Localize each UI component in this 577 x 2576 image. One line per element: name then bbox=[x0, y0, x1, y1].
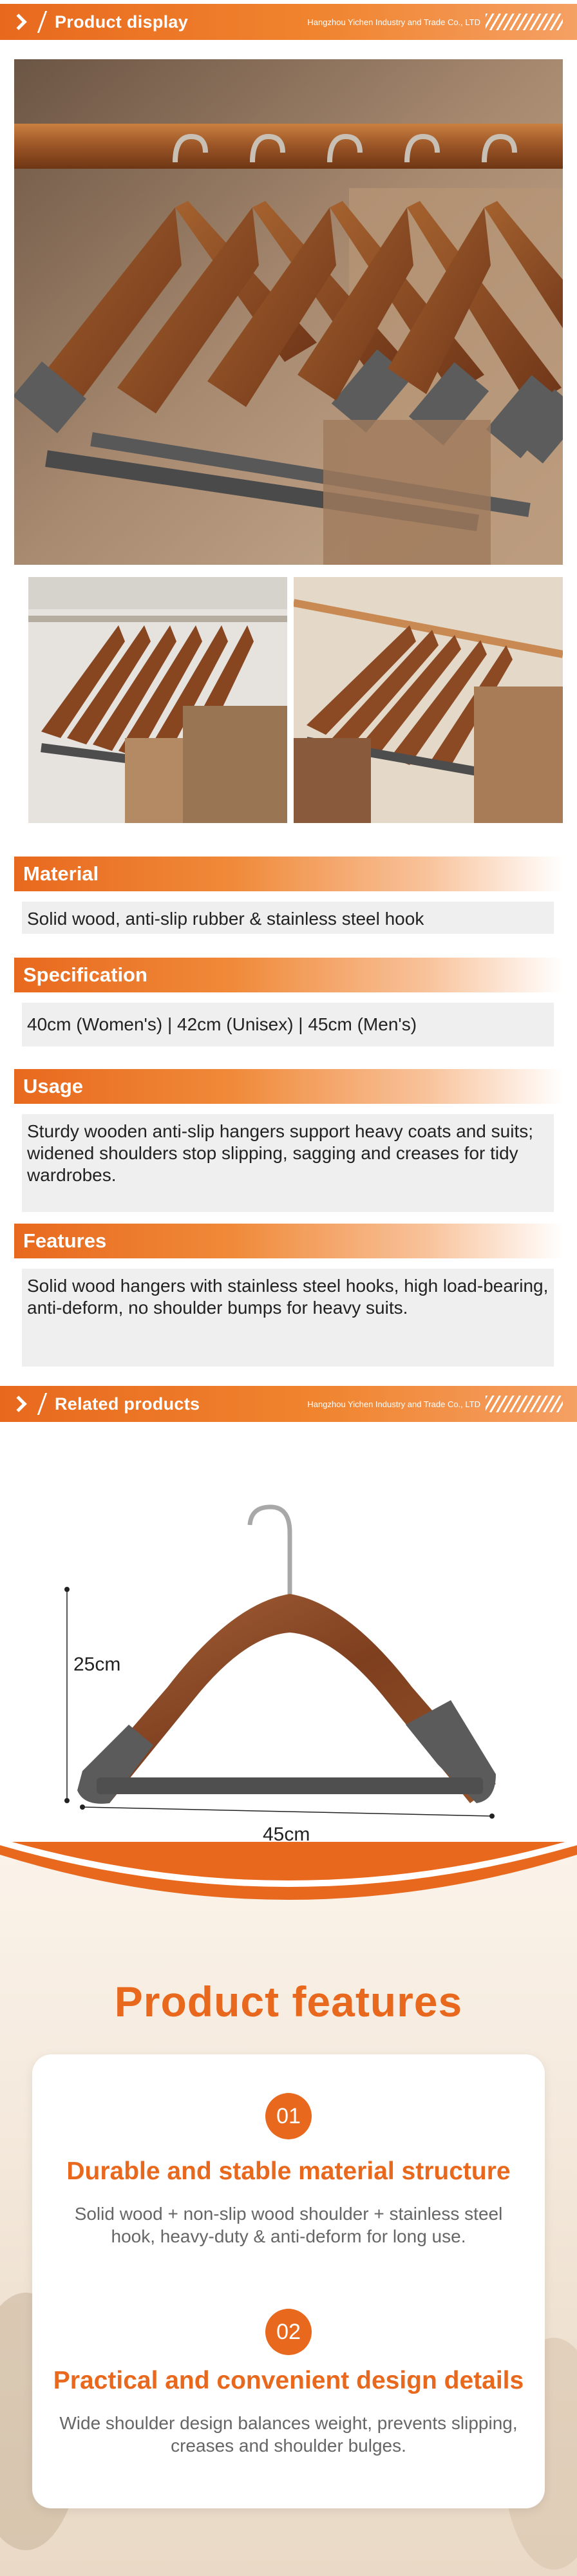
feature-description: Solid wood + non-slip wood shoulder + stainless steel hook, heavy-duty & anti-deform for long use. bbox=[74, 2204, 503, 2246]
height-label: 25cm bbox=[73, 1654, 121, 1675]
feature-number-badge: 02 bbox=[265, 2309, 312, 2355]
usage-text: Sturdy wooden anti-slip hangers support heavy coats and suits; widened shoulders stop slipping, sagging and creases for tidy wardrobes. bbox=[22, 1114, 554, 1212]
specification-text: 40cm (Women's) | 42cm (Unisex) | 45cm (Men's) bbox=[22, 1003, 554, 1046]
related-products-banner bbox=[0, 1386, 577, 1422]
hero-photo bbox=[14, 59, 563, 565]
feature-heading: Practical and convenient design details bbox=[53, 2367, 524, 2394]
width-label: 45cm bbox=[263, 1824, 310, 1842]
features-heading: Features bbox=[14, 1224, 563, 1258]
features-text: Solid wood hangers with stainless steel hooks, high load-bearing, anti-deform, no shoulder bumps for heavy suits. bbox=[22, 1269, 554, 1367]
specification-heading: Specification bbox=[14, 958, 563, 992]
usage-heading: Usage bbox=[14, 1069, 563, 1104]
product-features-card bbox=[32, 2054, 545, 2508]
company-name: Hangzhou Yichen Industry and Trade Co., LTD bbox=[307, 17, 480, 27]
banner-title: Product display bbox=[55, 12, 189, 32]
stripe-decoration bbox=[486, 1396, 563, 1412]
stripe-decoration bbox=[486, 14, 563, 30]
hanger-illustration bbox=[0, 1481, 577, 1842]
feature-description: Wide shoulder design balances weight, prevents slipping, creases and shoulder bulges. bbox=[59, 2413, 518, 2456]
chevron-right-icon bbox=[0, 1386, 41, 1422]
material-text: Solid wood, anti-slip rubber & stainless steel hook bbox=[22, 902, 554, 934]
company-name: Hangzhou Yichen Industry and Trade Co., LTD bbox=[307, 1399, 480, 1409]
closet-photo-right bbox=[294, 577, 563, 823]
product-features-title: Product features bbox=[114, 1978, 463, 2025]
feature-number-badge: 01 bbox=[265, 2093, 312, 2139]
banner-title: Related products bbox=[55, 1394, 200, 1414]
feature-heading: Durable and stable material structure bbox=[66, 2157, 511, 2185]
chevron-right-icon bbox=[0, 4, 41, 40]
closet-photo-left bbox=[28, 577, 287, 823]
material-heading: Material bbox=[14, 857, 563, 891]
product-display-banner bbox=[0, 4, 577, 40]
